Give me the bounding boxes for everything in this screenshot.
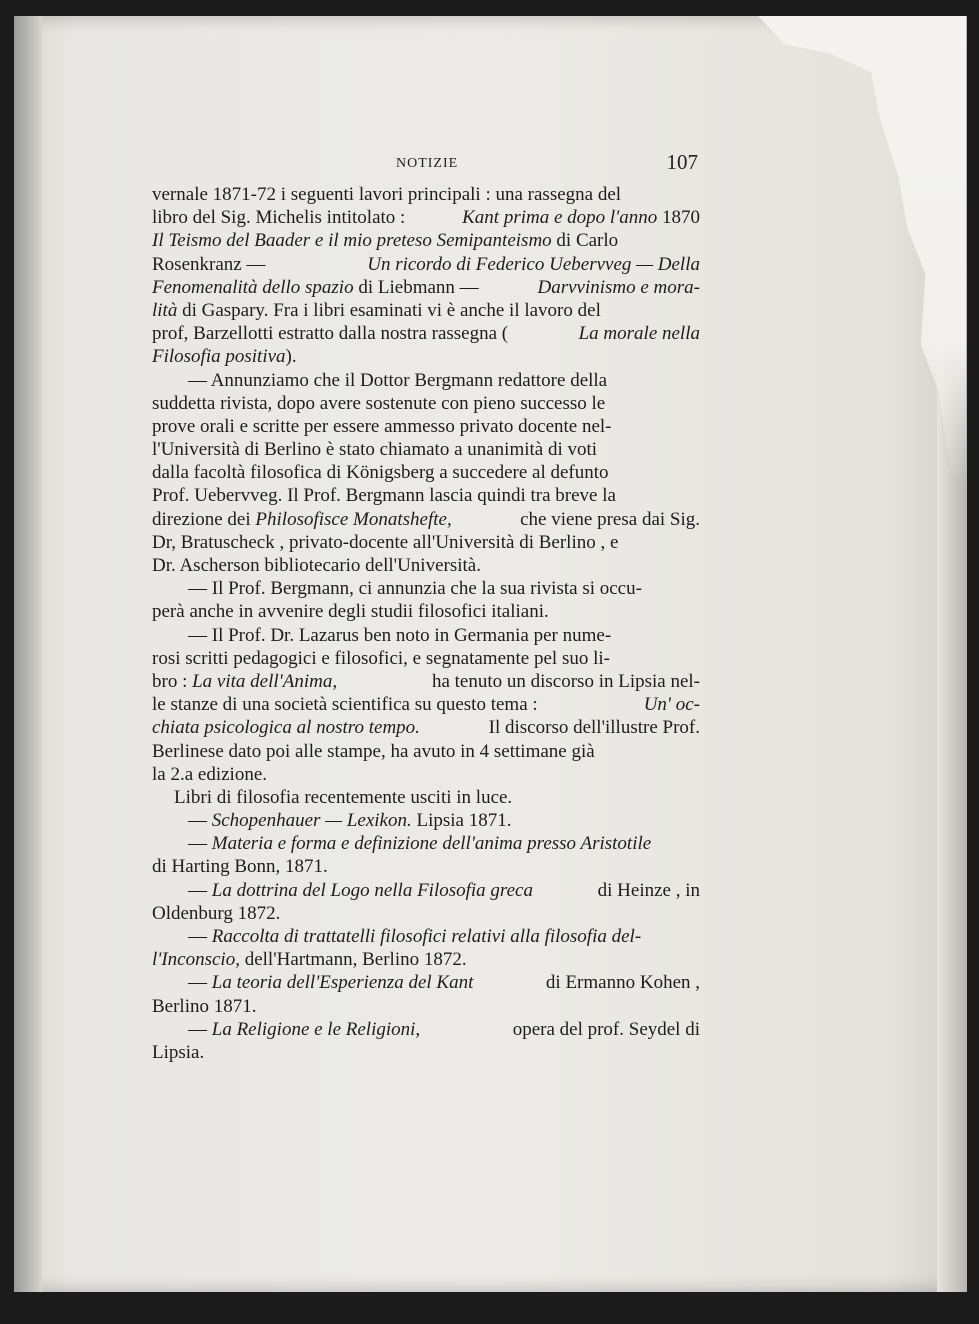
text-line: dalla facoltà filosofica di Königsberg a succedere al defunto xyxy=(152,462,609,484)
body-text xyxy=(152,183,700,1064)
text-line: Filosofia positiva). xyxy=(152,346,297,368)
text-line: di Harting Bonn, 1871. xyxy=(152,856,328,878)
text-line: Fenomenalità dello spazio di Liebmann — Darvvinismo e mora- xyxy=(152,276,700,298)
text-line: — La dottrina del Logo nella Filosofia greca di Heinze , in xyxy=(188,879,700,901)
text-line: Dr, Bratuscheck , privato-docente all'Università di Berlino , e xyxy=(152,531,619,553)
text-line: Berlinese dato poi alle stampe, ha avuto in 4 settimane già xyxy=(152,740,595,762)
text-line: Il Teismo del Baader e il mio preteso Semipanteismo di Carlo xyxy=(152,230,619,252)
page-number: 107 xyxy=(666,150,698,174)
text-line: Rosenkranz — Un ricordo di Federico Uebervveg — Della xyxy=(152,253,700,275)
text-line: Berlino 1871. xyxy=(152,995,257,1017)
text-line: — Il Prof. Dr. Lazarus ben noto in Germania per nume- xyxy=(188,624,612,646)
text-line: direzione dei Philosofisce Monatshefte, che viene presa dai Sig. xyxy=(152,508,700,530)
text-line: suddetta rivista, dopo avere sostenute con pieno successo le xyxy=(152,392,606,414)
page-header xyxy=(152,152,700,182)
text-line: vernale 1871-72 i seguenti lavori principali : una rassegna del xyxy=(152,184,622,205)
text-line: — La teoria dell'Esperienza del Kant di Ermanno Kohen , xyxy=(188,972,700,994)
page-gutter-shadow xyxy=(14,16,42,1292)
text-line: Lipsia. xyxy=(152,1041,205,1063)
text-line: chiata psicologica al nostro tempo. Il discorso dell'illustre Prof. xyxy=(152,717,700,739)
text-line: Prof. Uebervveg. Il Prof. Bergmann lascia quindi tra breve la xyxy=(152,485,616,507)
text-line: l'Università di Berlino è stato chiamato a unanimità di voti xyxy=(152,439,598,461)
text-line: libro del Sig. Michelis intitolato : Kant prima e dopo l'anno 1870 xyxy=(152,207,700,229)
text-line: Oldenburg 1872. xyxy=(152,902,281,924)
text-line: perà anche in avvenire degli studii filosofici italiani. xyxy=(152,601,549,623)
text-line: — Il Prof. Bergmann, ci annunzia che la sua rivista si occu- xyxy=(188,578,642,600)
running-head: NOTIZIE xyxy=(396,156,459,171)
text-line: — Schopenhauer — Lexikon. Lipsia 1871. xyxy=(188,810,512,832)
text-line: lità di Gaspary. Fra i libri esaminati vi è anche il lavoro del xyxy=(152,299,601,321)
text-line: le stanze di una società scientifica su questo tema : Un' oc- xyxy=(152,694,700,716)
text-line: rosi scritti pedagogici e filosofici, e segnatamente pel suo li- xyxy=(152,647,610,669)
text-line: Dr. Ascherson bibliotecario dell'Università. xyxy=(152,555,481,576)
text-line: Libri di filosofia recentemente usciti in luce. xyxy=(174,786,513,808)
text-line: — Annunziamo che il Dottor Bergmann redattore della xyxy=(188,369,608,391)
text-line: prove orali e scritte per essere ammesso privato docente nel- xyxy=(152,415,612,437)
text-line: — La Religione e le Religioni, opera del prof. Seydel di xyxy=(188,1018,700,1040)
text-line: bro : La vita dell'Anima, ha tenuto un discorso in Lipsia nel- xyxy=(152,670,700,692)
text-line: — Materia e forma e definizione dell'anima presso Aristotile xyxy=(188,833,652,855)
text-line: — Raccolta di trattatelli filosofici relativi alla filosofia del- xyxy=(188,926,642,947)
text-line: prof, Barzellotti estratto dalla nostra rassegna ( La morale nella xyxy=(152,323,700,345)
text-line: la 2.a edizione. xyxy=(152,763,268,785)
text-line: l'Inconscio, dell'Hartmann, Berlino 1872. xyxy=(152,949,467,971)
